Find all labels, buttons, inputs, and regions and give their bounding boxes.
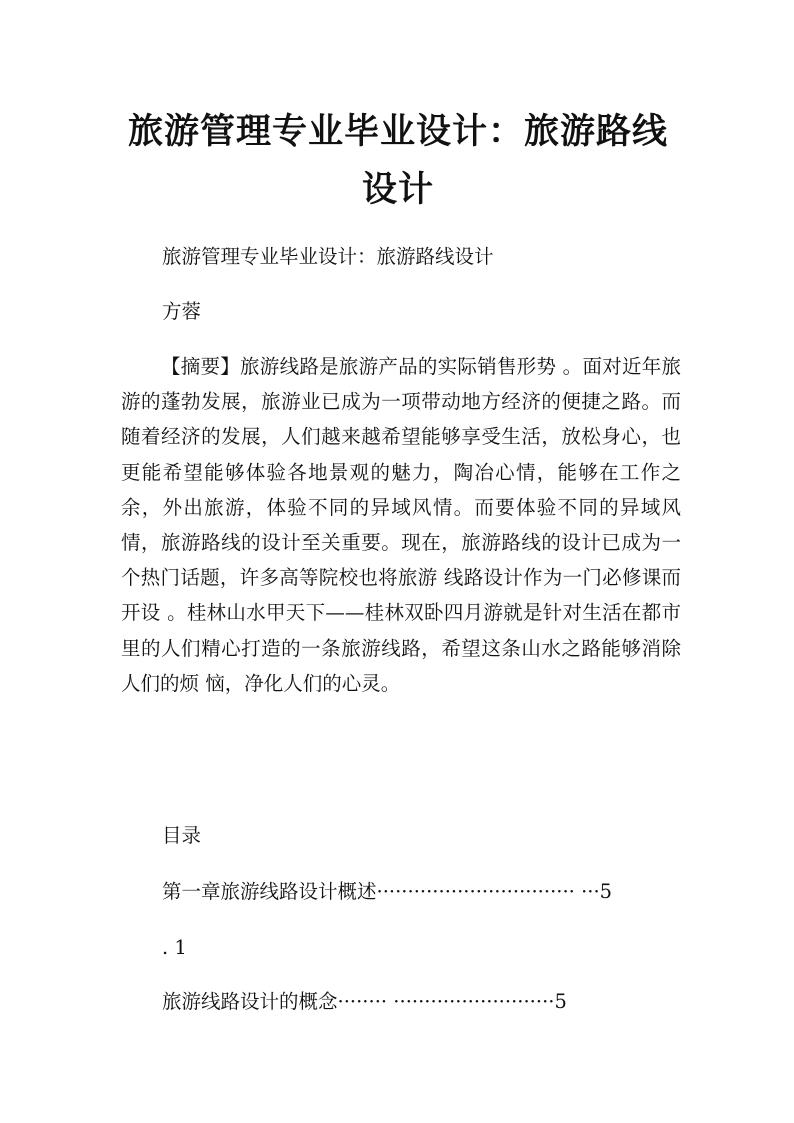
- toc-entry-text: . 1: [162, 936, 187, 959]
- toc-entry-text: 第一章旅游线路设计概述: [162, 880, 377, 903]
- toc-entry-page: 5: [599, 880, 613, 903]
- toc-entry-text: 旅游线路设计的概念: [162, 990, 338, 1013]
- abstract-text: 旅游线路是旅游产品的实际销售形势 。面对近年旅游的蓬勃发展，旅游业已成为一项带动地方经济的便捷之路。而随着经济的发展，人们越来越希望能够享受生活，放松身心，也更能希望能够体验各地景观的魅力，陶冶心情，能够在工作之余，外出旅游，体验不同的异域风情。而要体验不同的异域风情，旅游路线的设计至关重要。现在，旅游路线的设计已成为一个热门话题，许多高等院校也将旅游 线路设计作为一门必修课而开设 。桂林山水甲天下——桂林双卧四月游就是针对生活在都市里的人们精心打造的一条旅游线路，希望这条山水之路能够消除人们的烦 恼，净化人们的心灵。: [121, 355, 681, 695]
- document-title: 旅游管理专业毕业设计：旅游路线设计: [127, 111, 668, 210]
- author-name: 方蓉: [162, 300, 202, 323]
- toc-entry-page: 5: [554, 990, 567, 1013]
- toc-heading: 目录: [162, 824, 202, 847]
- toc-entry-leader: ································ ···: [376, 880, 600, 903]
- document-subtitle: 旅游管理专业毕业设计：旅游路线设计: [162, 245, 494, 268]
- toc-entry-leader: ········ ··························: [337, 990, 555, 1013]
- toc-entry: [162, 880, 662, 904]
- toc-entry: [162, 936, 662, 960]
- toc-entry: [162, 990, 662, 1014]
- abstract-paragraph: [121, 349, 681, 701]
- abstract-label: 【摘要】: [161, 355, 241, 378]
